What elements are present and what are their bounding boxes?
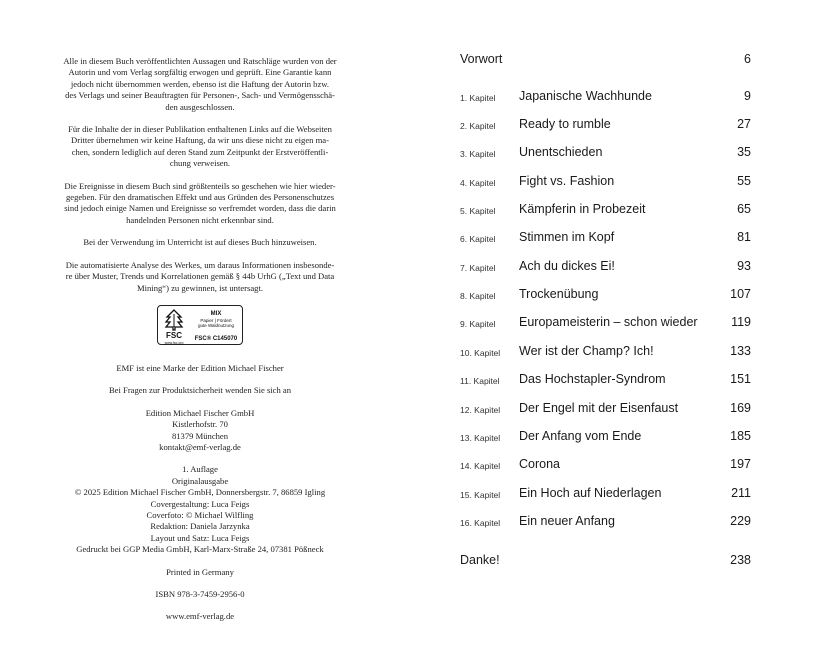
page-number: 197 (730, 457, 751, 471)
page-number: 229 (730, 514, 751, 528)
page-number: 238 (730, 553, 751, 567)
page-number: 65 (737, 202, 751, 216)
text-line: gegeben. Für den dramatischen Effekt und aus Gründen des Personenschutzes (65, 192, 335, 203)
text-line: re über Muster, Trends und Korrelationen gemäß § 44b UrhG („Text und Data (65, 271, 335, 282)
text-line: Layout und Satz: Luca Feigs (150, 532, 250, 543)
text-line: Printed in Germany (166, 566, 234, 577)
page-number: 93 (737, 259, 751, 273)
text-line: EMF ist eine Marke der Edition Michael Fischer (116, 362, 284, 373)
page-number: 107 (730, 287, 751, 301)
toc-entry (460, 429, 751, 445)
chapter-title: Ein Hoch auf Niederlagen (519, 486, 662, 500)
chapter-number: 5. Kapitel (460, 206, 496, 216)
toc-entry (460, 202, 751, 218)
chapter-title: Das Hochstapler-Syndrom (519, 372, 666, 386)
text-line (40, 578, 360, 589)
chapter-title: Trockenübung (519, 287, 599, 301)
disclaimer-paragraph (40, 56, 360, 113)
chapter-title: Unentschieden (519, 145, 603, 159)
text-line: Redaktion: Daniela Jarzynka (150, 521, 250, 532)
chapter-number: 9. Kapitel (460, 319, 496, 329)
text-line (40, 397, 360, 408)
text-line (40, 600, 360, 611)
chapter-title: Ready to rumble (519, 117, 611, 131)
chapter-number: 11. Kapitel (460, 376, 500, 386)
text-line: des Verlags und seiner Beauftragten für Personen-, Sach- und Vermögensschä- (65, 90, 335, 101)
toc-entry (460, 457, 751, 473)
chapter-title: Vorwort (460, 52, 503, 66)
chapter-title: Wer ist der Champ? Ich! (519, 344, 654, 358)
fsc-tree-icon (162, 309, 186, 331)
text-line: Bei Fragen zur Produktsicherheit wenden Sie sich an (108, 385, 292, 396)
text-line: Kistlerhofstr. 70 (172, 419, 228, 430)
chapter-title: Ein neuer Anfang (519, 514, 615, 528)
fsc-mix: MIX (210, 310, 222, 317)
chapter-number: 2. Kapitel (460, 121, 496, 131)
text-line: Mining“) zu gewinnen, ist untersagt. (136, 282, 263, 293)
text-line: Covergestaltung: Luca Feigs (150, 498, 250, 509)
page-number: 211 (731, 486, 751, 500)
page-number: 185 (730, 429, 751, 443)
toc-entry (460, 514, 751, 530)
text-line: Coverfoto: © Michael Wilfling (146, 509, 254, 520)
text-line: handelnden Personen nicht erkennbar sind. (126, 214, 274, 225)
text-line: kontakt@emf-verlag.de (159, 441, 241, 452)
text-line: 1. Auflage (182, 464, 218, 475)
chapter-title: Stimmen im Kopf (519, 230, 615, 244)
toc-entry (460, 52, 751, 68)
text-line (40, 374, 360, 385)
chapter-title: Europameisterin – schon wieder (519, 315, 698, 329)
fsc-mix-subtitle (192, 318, 240, 328)
text-line (40, 453, 360, 464)
toc-entry (460, 145, 751, 161)
text-line: Originalausgabe (171, 475, 229, 486)
fsc-website: www.fsc.org (164, 340, 184, 345)
chapter-number: 1. Kapitel (460, 93, 496, 103)
links-paragraph (40, 124, 360, 170)
chapter-title: Corona (519, 457, 560, 471)
chapter-title: Fight vs. Fashion (519, 174, 615, 188)
fsc-certificate: FSC® C145070 (194, 335, 238, 342)
text-line (40, 556, 360, 567)
chapter-title: Danke! (460, 553, 500, 567)
page-number: 27 (737, 117, 751, 131)
text-line: Die Ereignisse in diesem Buch sind größtenteils so geschehen wie hier wieder- (64, 180, 336, 191)
text-line: jedoch nicht übernommen werden, ebenso ist die Haftung der Autorin bzw. (70, 78, 330, 89)
chapter-number: 12. Kapitel (460, 405, 501, 415)
fsc-mix-line-1: Papier | Fördert (200, 317, 232, 323)
toc-entry (460, 553, 751, 569)
chapter-number: 16. Kapitel (460, 518, 501, 528)
text-line: Bei der Verwendung im Unterricht ist auf dieses Buch hinzuweisen. (83, 237, 317, 248)
page-number: 119 (731, 315, 751, 329)
chapter-number: 8. Kapitel (460, 291, 496, 301)
text-line: den ausgeschlossen. (165, 101, 235, 112)
text-line: Alle in diesem Buch veröffentlichten Aussagen und Ratschläge wurden von der (63, 56, 337, 66)
toc-entry (460, 372, 751, 388)
page-number: 6 (744, 52, 751, 66)
text-line: sind jedoch einige Namen und Ereignisse so verfremdet worden, dass die darin (64, 203, 336, 214)
text-line: chung verweisen. (169, 158, 231, 169)
imprint-page (40, 56, 360, 623)
text-line: chen, sondern lediglich auf deren Stand zum Zeitpunkt der Erstveröffentli- (71, 146, 329, 157)
events-paragraph (40, 181, 360, 227)
fsc-label: FSC (166, 330, 182, 340)
text-line: Autorin und vom Verlag sorgfältig erwogen und geprüft. Eine Garantie kann (68, 67, 332, 78)
text-line: Die automatisierte Analyse des Werkes, um daraus Informationen insbesonde- (65, 259, 335, 270)
page-number: 9 (744, 89, 751, 103)
text-line: Für die Inhalte der in dieser Publikation enthaltenen Links auf die Webseiten (68, 124, 332, 135)
chapter-number: 10. Kapitel (460, 348, 501, 358)
text-line: © 2025 Edition Michael Fischer GmbH, Donnersbergstr. 7, 86859 Igling (74, 487, 326, 498)
toc-entry (460, 486, 751, 502)
publisher-info (40, 363, 360, 623)
chapter-title: Der Anfang vom Ende (519, 429, 642, 443)
page-number: 35 (737, 145, 751, 159)
chapter-number: 3. Kapitel (460, 149, 496, 159)
fsc-mix-line-2: gute Waldnutzung (197, 322, 235, 328)
chapter-title: Der Engel mit der Eisenfaust (519, 401, 679, 415)
chapter-number: 14. Kapitel (460, 461, 501, 471)
toc-entry (460, 259, 751, 275)
toc-entry (460, 117, 751, 133)
chapter-number: 6. Kapitel (460, 234, 496, 244)
page-number: 55 (737, 174, 751, 188)
text-line: 81379 München (171, 430, 229, 441)
toc-entry (460, 287, 751, 303)
page-number: 133 (730, 344, 751, 358)
toc-entry (460, 401, 751, 417)
chapter-number: 13. Kapitel (460, 433, 501, 443)
fsc-logo (157, 305, 243, 345)
chapter-number: 15. Kapitel (460, 490, 501, 500)
chapter-title: Ach du dickes Ei! (519, 259, 615, 273)
text-line: Edition Michael Fischer GmbH (145, 407, 255, 418)
text-line: www.emf-verlag.de (165, 611, 235, 622)
toc-entry (460, 230, 751, 246)
chapter-title: Japanische Wachhunde (519, 89, 652, 103)
toc-entry (460, 174, 751, 190)
page-number: 151 (730, 372, 751, 386)
toc-entry (460, 344, 751, 360)
text-line: ISBN 978-3-7459-2956-0 (155, 589, 245, 599)
page-number: 169 (730, 401, 751, 415)
toc-entry (460, 89, 751, 105)
chapter-title: Kämpferin in Probezeit (519, 202, 646, 216)
text-line: Dritter übernehmen wir keine Haftung, da wir uns diese nicht zu eigen ma- (71, 135, 329, 146)
school-paragraph (40, 237, 360, 248)
toc-entry (460, 315, 751, 331)
page-number: 81 (737, 230, 751, 244)
tdm-paragraph (40, 260, 360, 294)
text-line: Gedruckt bei GGP Media GmbH, Karl-Marx-Straße 24, 07381 Pößneck (76, 544, 324, 555)
chapter-number: 4. Kapitel (460, 178, 496, 188)
chapter-number: 7. Kapitel (460, 263, 496, 273)
